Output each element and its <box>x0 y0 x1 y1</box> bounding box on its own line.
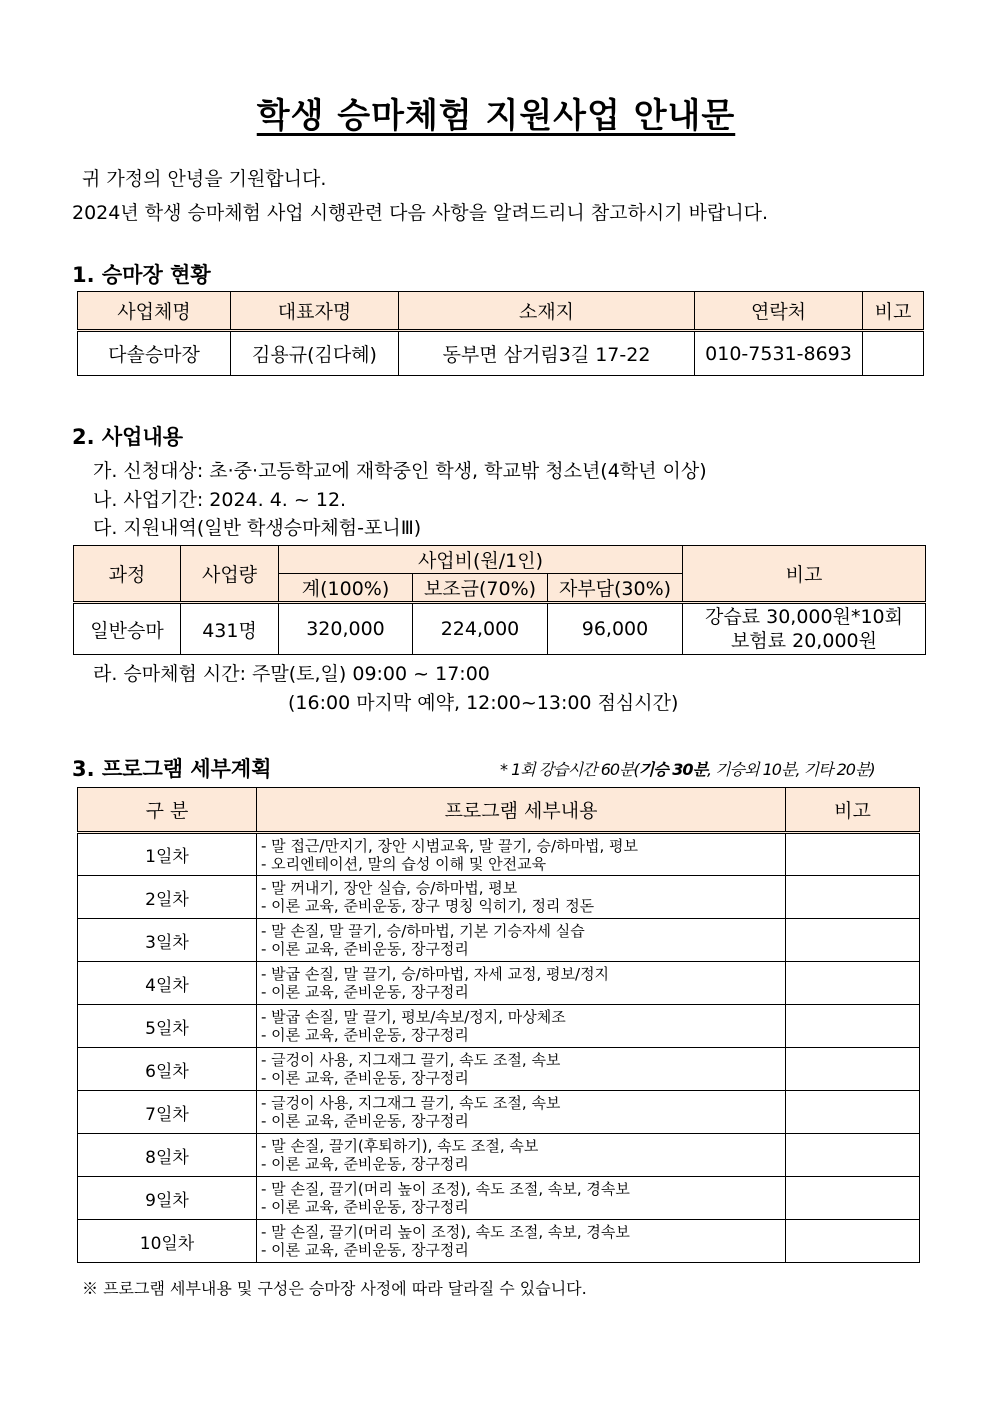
program-row <box>78 1134 920 1177</box>
note-cell <box>786 1177 920 1220</box>
stable-table <box>77 291 924 376</box>
page-title: 학생 승마체험 지원사업 안내문 <box>256 96 736 136</box>
cell: 431명 <box>181 603 279 655</box>
note-line: 보험료 20,000원 <box>731 630 877 652</box>
day-cell: 4일차 <box>78 962 257 1005</box>
footnote: ※ 프로그램 세부내용 및 구성은 승마장 사정에 따라 달라질 수 있습니다. <box>82 1279 587 1298</box>
lesson-time-note <box>500 757 875 780</box>
desc-line: - 이론 교육, 준비운동, 장구정리 <box>261 1069 469 1087</box>
desc-cell <box>257 1220 786 1263</box>
desc-cell <box>257 1177 786 1220</box>
program-row <box>78 1220 920 1263</box>
item-support: 다. 지원내역(일반 학생승마체험-포니Ⅲ) <box>93 517 422 539</box>
section3-heading: 3. 프로그램 세부계획 <box>72 757 272 781</box>
cell <box>863 331 924 376</box>
desc-line: - 이론 교육, 준비운동, 장구정리 <box>261 1241 469 1259</box>
desc-line: - 발굽 손질, 말 끌기, 승/하마법, 자세 교정, 평보/정지 <box>261 965 610 983</box>
cell: 동부면 삼거림3길 17-22 <box>399 331 695 376</box>
item-target: 가. 신청대상: 초·중·고등학교에 재학중인 학생, 학교밖 청소년(4학년 이상) <box>93 460 707 482</box>
note-cell <box>786 1220 920 1263</box>
note-bold: 기승 30분 <box>638 760 707 779</box>
cell: 일반승마 <box>74 603 181 655</box>
note-part: * 1회 강습시간 60분( <box>500 760 639 779</box>
day-cell: 7일차 <box>78 1091 257 1134</box>
desc-line: - 말 손질, 말 끌기, 승/하마법, 기본 기승자세 실습 <box>261 922 585 940</box>
desc-line: - 이론 교육, 준비운동, 장구정리 <box>261 1112 469 1130</box>
desc-line: - 이론 교육, 준비운동, 장구 명칭 익히기, 정리 정돈 <box>261 897 595 915</box>
cell: 김용규(김다혜) <box>231 331 399 376</box>
program-row <box>78 1048 920 1091</box>
desc-cell <box>257 876 786 919</box>
day-cell: 1일차 <box>78 833 257 876</box>
program-row <box>78 1005 920 1048</box>
header-cell: 비고 <box>683 546 926 603</box>
header-cell: 사업비(원/1인) <box>279 546 683 574</box>
day-cell: 5일차 <box>78 1005 257 1048</box>
header-cell: 과정 <box>74 546 181 603</box>
time-info: 라. 승마체험 시간: 주말(토,일) 09:00 ~ 17:00 <box>93 663 490 685</box>
day-cell: 6일차 <box>78 1048 257 1091</box>
desc-line: - 이론 교육, 준비운동, 장구정리 <box>261 1155 469 1173</box>
desc-cell <box>257 919 786 962</box>
day-cell: 9일차 <box>78 1177 257 1220</box>
desc-cell <box>257 1048 786 1091</box>
note-cell <box>786 962 920 1005</box>
cell: 320,000 <box>279 603 413 655</box>
note-cell <box>786 833 920 876</box>
header-cell: 사업체명 <box>78 292 231 331</box>
support-table <box>73 545 926 655</box>
cell: 다솔승마장 <box>78 331 231 376</box>
desc-cell <box>257 1005 786 1048</box>
header-cell: 보조금(70%) <box>413 574 548 603</box>
desc-line: - 발굽 손질, 말 끌기, 평보/속보/정지, 마상체조 <box>261 1008 566 1026</box>
desc-line: - 이론 교육, 준비운동, 장구정리 <box>261 940 469 958</box>
desc-line: - 말 손질, 끌기(머리 높이 조정), 속도 조절, 속보, 경속보 <box>261 1180 630 1198</box>
day-cell: 3일차 <box>78 919 257 962</box>
header-cell: 소재지 <box>399 292 695 331</box>
note-cell <box>786 1091 920 1134</box>
header-cell: 사업량 <box>181 546 279 603</box>
header-cell: 대표자명 <box>231 292 399 331</box>
cell: 96,000 <box>548 603 683 655</box>
header-cell: 계(100%) <box>279 574 413 603</box>
day-cell: 10일차 <box>78 1220 257 1263</box>
desc-line: - 말 꺼내기, 장안 실습, 승/하마법, 평보 <box>261 879 518 897</box>
time-note: (16:00 마지막 예약, 12:00~13:00 점심시간) <box>288 692 679 714</box>
desc-cell <box>257 1134 786 1177</box>
header-cell: 자부담(30%) <box>548 574 683 603</box>
greeting: 귀 가정의 안녕을 기원합니다. <box>82 168 327 190</box>
header-cell: 구 분 <box>78 788 257 833</box>
note-part: , 기승외 10분, 기타 20분) <box>707 760 875 779</box>
cell: 224,000 <box>413 603 548 655</box>
program-row <box>78 1091 920 1134</box>
program-row <box>78 962 920 1005</box>
desc-line: - 글겅이 사용, 지그재그 끌기, 속도 조절, 속보 <box>261 1051 561 1069</box>
desc-cell <box>257 962 786 1005</box>
cell: 010-7531-8693 <box>695 331 863 376</box>
note-cell <box>786 919 920 962</box>
note-cell <box>786 1005 920 1048</box>
item-period: 나. 사업기간: 2024. 4. ~ 12. <box>93 489 347 511</box>
program-row <box>78 833 920 876</box>
section1-heading: 1. 승마장 현황 <box>72 263 211 287</box>
program-row <box>78 876 920 919</box>
note-cell <box>786 1048 920 1091</box>
header-cell: 프로그램 세부내용 <box>257 788 786 833</box>
header-cell: 비고 <box>786 788 920 833</box>
note-line: 강습료 30,000원*10회 <box>705 606 903 628</box>
desc-line: - 말 접근/만지기, 장안 시범교육, 말 끌기, 승/하마법, 평보 <box>261 836 639 855</box>
desc-cell <box>257 1091 786 1134</box>
desc-line: - 오리엔테이션, 말의 습성 이해 및 안전교육 <box>261 854 547 873</box>
desc-line: - 말 손질, 끌기(후퇴하기), 속도 조절, 속보 <box>261 1137 539 1155</box>
desc-cell <box>257 833 786 876</box>
program-row <box>78 1177 920 1220</box>
day-cell: 8일차 <box>78 1134 257 1177</box>
note-cell <box>786 1134 920 1177</box>
desc-line: - 말 손질, 끌기(머리 높이 조정), 속도 조절, 속보, 경속보 <box>261 1223 630 1241</box>
header-cell: 비고 <box>863 292 924 331</box>
program-row <box>78 919 920 962</box>
desc-line: - 이론 교육, 준비운동, 장구정리 <box>261 1026 469 1044</box>
program-table <box>77 787 920 1263</box>
note-cell <box>786 876 920 919</box>
header-cell: 연락처 <box>695 292 863 331</box>
desc-line: - 글겅이 사용, 지그재그 끌기, 속도 조절, 속보 <box>261 1094 561 1112</box>
desc-line: - 이론 교육, 준비운동, 장구정리 <box>261 983 469 1001</box>
intro-text: 2024년 학생 승마체험 사업 시행관련 다음 사항을 알려드리니 참고하시기 바랍니다. <box>72 202 769 224</box>
desc-line: - 이론 교육, 준비운동, 장구정리 <box>261 1198 469 1216</box>
day-cell: 2일차 <box>78 876 257 919</box>
section2-heading: 2. 사업내용 <box>72 425 184 449</box>
